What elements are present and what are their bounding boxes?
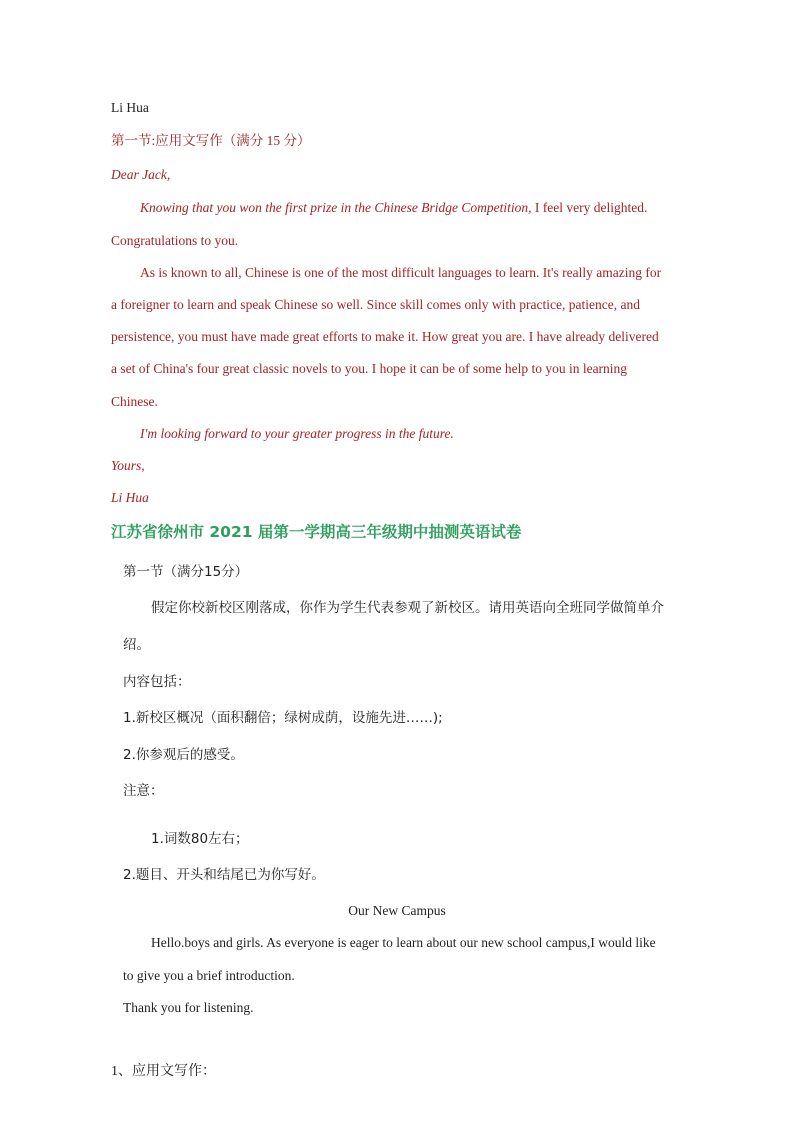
exam-title: 江苏省徐州市 2021 届第一学期高三年级期中抽测英语试卷 bbox=[111, 523, 522, 541]
content-label: 内容包括： bbox=[123, 674, 191, 690]
letter-p3: I'm looking forward to your greater progress in the future. bbox=[140, 426, 454, 441]
letter-p2-line5: Chinese. bbox=[111, 394, 158, 409]
content-item2: 2.你参观后的感受。 bbox=[123, 747, 244, 763]
letter-p1-line2: Congratulations to you. bbox=[111, 233, 239, 248]
section2-heading: 第一节（满分15分） bbox=[123, 564, 249, 580]
footer-label: 1、应用文写作： bbox=[111, 1064, 216, 1079]
letter-p2-line3: persistence, you must have made great efforts to make it. How great you are. I have already delivered bbox=[111, 329, 659, 344]
letter-p1-line1 bbox=[140, 199, 647, 217]
letter-salutation: Dear Jack, bbox=[111, 167, 171, 182]
essay-line1: Hello.boys and girls. As everyone is eager to learn about our new school campus,I would like bbox=[151, 935, 656, 950]
section1-heading: 第一节:应用文写作（满分 15 分） bbox=[111, 133, 311, 148]
essay-title: Our New Campus bbox=[348, 903, 446, 918]
prompt-line1: 假定你校新校区刚落成，你作为学生代表参观了新校区。请用英语向全班同学做简单介 bbox=[151, 600, 664, 616]
letter-signature: Li Hua bbox=[111, 490, 149, 505]
letter-closing: Yours, bbox=[111, 458, 145, 473]
letter-p2-line4: a set of China's four great classic novels to you. I hope it can be of some help to you in learning bbox=[111, 361, 628, 376]
letter-p1-rest: I feel very delighted. bbox=[531, 200, 648, 215]
letter-p1-italic: Knowing that you won the first prize in the Chinese Bridge Competition, bbox=[140, 200, 532, 215]
essay-line3: Thank you for listening. bbox=[123, 1000, 254, 1015]
notes-label: 注意： bbox=[123, 783, 164, 799]
note1: 1.词数80左右； bbox=[151, 831, 249, 847]
letter-p2-line1: As is known to all, Chinese is one of the most difficult languages to learn. It's really amazing for bbox=[140, 265, 662, 280]
letter-p2-line2: a foreigner to learn and speak Chinese so well. Since skill comes only with practice, patience, and bbox=[111, 297, 640, 312]
note2: 2.题目、开头和结尾已为你写好。 bbox=[123, 867, 325, 883]
essay-line2: to give you a brief introduction. bbox=[123, 968, 295, 983]
header-name: Li Hua bbox=[111, 100, 149, 115]
content-item1: 1.新校区概况（面积翻倍；绿树成荫，设施先进……); bbox=[123, 710, 443, 726]
prompt-line2: 绍。 bbox=[123, 637, 150, 653]
